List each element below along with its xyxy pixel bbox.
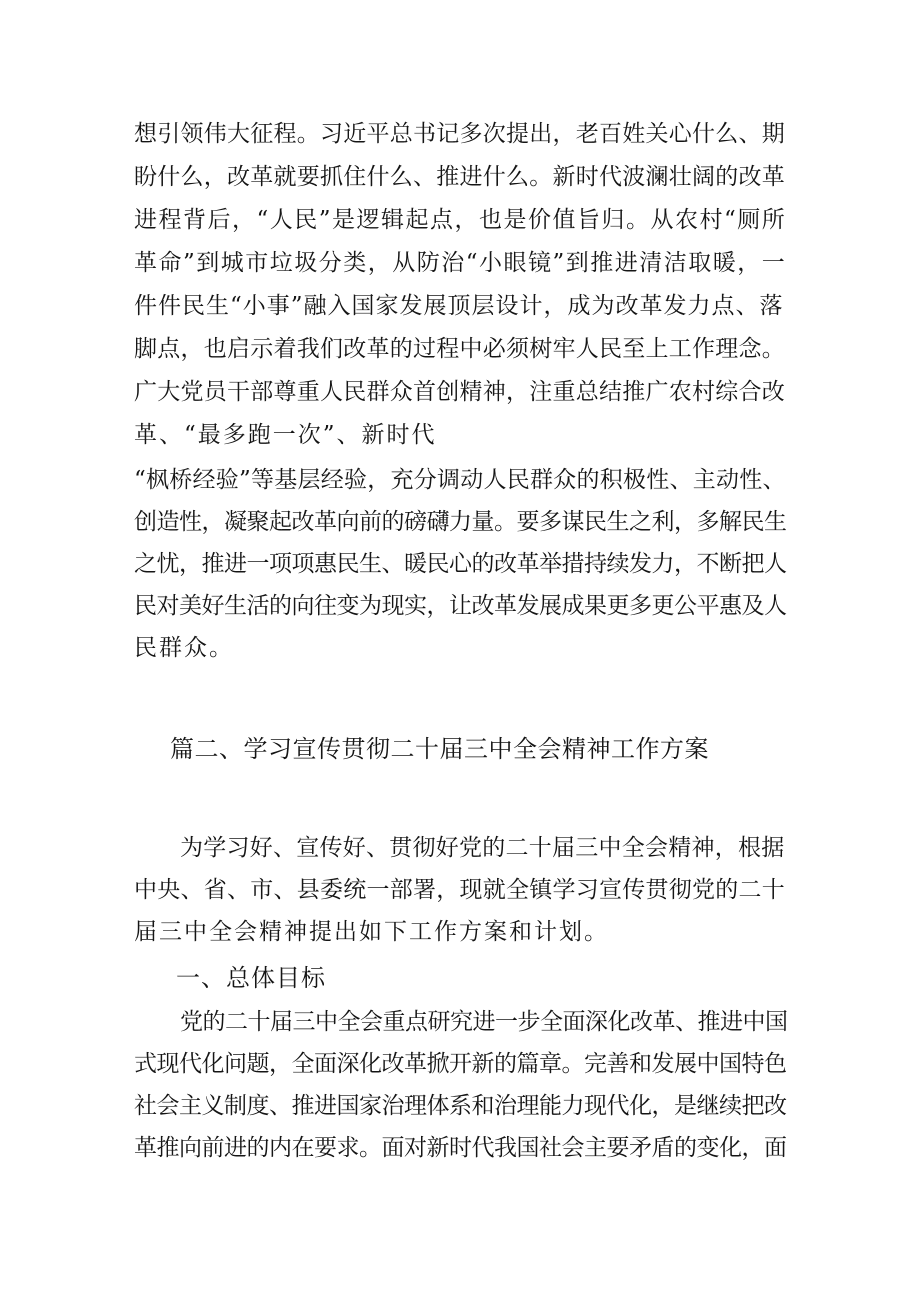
paragraph-line: 广大党员干部尊重人民群众首创精神，注重总结推广农村综合改 <box>134 379 785 405</box>
section-line: 革推向前进的内在要求。面对新时代我国社会主要矛盾的变化，面 <box>134 1135 787 1161</box>
paragraph-line: 民对美好生活的向往变为现实，让改革发展成果更多更公平惠及人 <box>134 593 787 619</box>
intro-line: 届三中全会精神提出如下工作方案和计划。 <box>134 919 609 945</box>
section-line: 社会主义制度、推进国家治理体系和治理能力现代化，是继续把改 <box>134 1093 787 1119</box>
paragraph-line: 想引领伟大征程。习近平总书记多次提出，老百姓关心什么、期 <box>134 121 785 147</box>
section-heading: 一、总体目标 <box>176 964 326 992</box>
paragraph-line: 进程背后，“人民”是逻辑起点，也是价值旨归。从农村“厕所 <box>134 207 787 233</box>
paragraph-line: 之忧，推进一项项惠民生、暖民心的改革举措持续发力，不断把人 <box>134 551 787 577</box>
paragraph-line: “枫桥经验”等基层经验，充分调动人民群众的积极性、主动性、 <box>134 467 786 493</box>
intro-line: 中央、省、市、县委统一部署，现就全镇学习宣传贯彻党的二十 <box>134 877 785 903</box>
paragraph-line: 盼什么，改革就要抓住什么、推进什么。新时代波澜壮阔的改革 <box>134 164 785 190</box>
paragraph-line: 脚点，也启示着我们改革的过程中必须树牢人民至上工作理念。 <box>134 336 785 362</box>
paragraph-line: 件件民生“小事”融入国家发展顶层设计，成为改革发力点、落 <box>134 293 784 319</box>
chapter-title: 篇二、学习宣传贯彻二十届三中全会精神工作方案 <box>170 735 709 763</box>
intro-line: 为学习好、宣传好、贯彻好党的二十届三中全会精神，根据 <box>180 835 785 861</box>
paragraph-line: 革命”到城市垃圾分类，从防治“小眼镜”到推进清洁取暖，一 <box>134 250 787 276</box>
paragraph-line: 革、“最多跑一次”、新时代 <box>134 422 437 448</box>
section-line: 式现代化问题，全面深化改革掀开新的篇章。完善和发展中国特色 <box>134 1051 787 1077</box>
paragraph-line: 民群众。 <box>134 635 234 661</box>
section-line: 党的二十届三中全会重点研究进一步全面深化改革、推进中国 <box>180 1009 788 1035</box>
paragraph-line: 创造性，凝聚起改革向前的磅礴力量。要多谋民生之利，多解民生 <box>134 509 787 535</box>
